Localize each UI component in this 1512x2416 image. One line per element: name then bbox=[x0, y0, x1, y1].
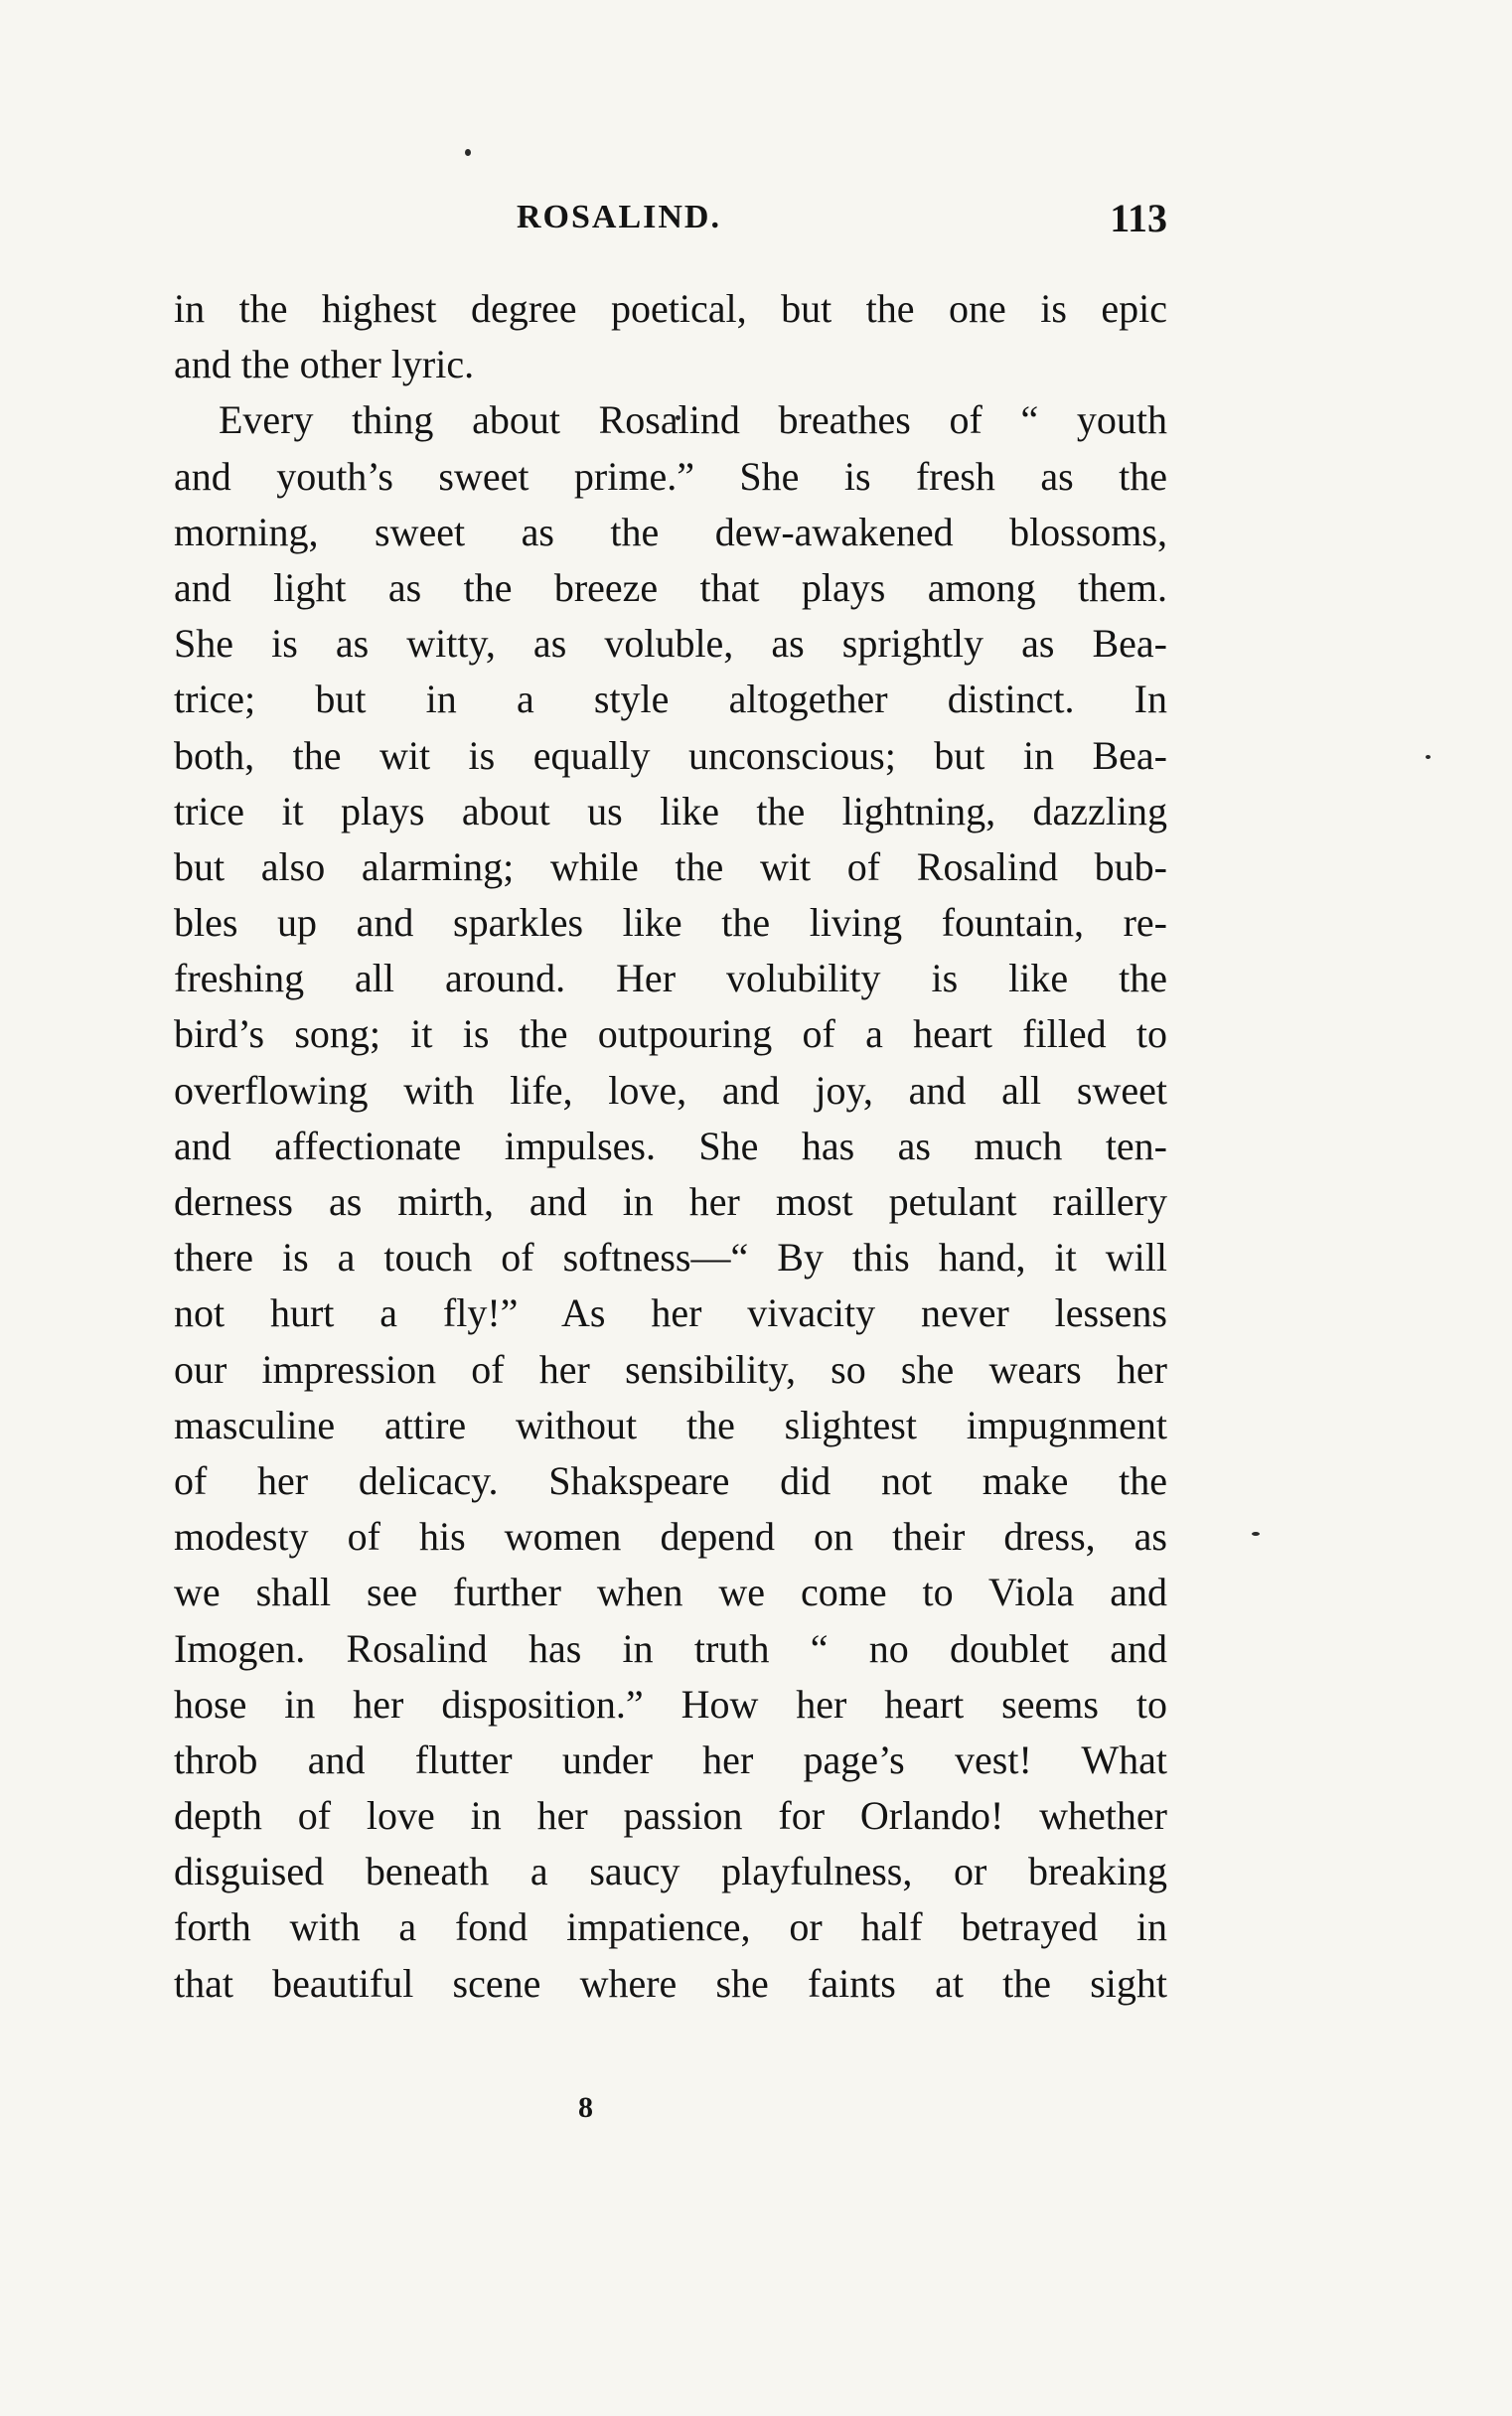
text-line: bird’s song; it is the outpouring of a heart filled to bbox=[174, 1011, 1167, 1057]
text-line: She is as witty, as voluble, as sprightly as Bea- bbox=[174, 621, 1167, 667]
ink-speck bbox=[1426, 755, 1431, 759]
text-line: not hurt a fly!” As her vivacity never lessens bbox=[174, 1290, 1167, 1336]
ink-speck bbox=[1252, 1532, 1260, 1536]
text-line: masculine attire without the slightest impugnment bbox=[174, 1402, 1167, 1447]
text-line: there is a touch of softness—“ By this hand, it will bbox=[174, 1235, 1167, 1281]
text-line: hose in her disposition.” How her heart seems to bbox=[174, 1681, 1167, 1727]
text-line: that beautiful scene where she faints at the sight bbox=[174, 1960, 1167, 2006]
text-line: trice it plays about us like the lightning, dazzling bbox=[174, 788, 1167, 833]
text-line: Every thing about Rosalind breathes of “ youth bbox=[219, 397, 1167, 443]
text-line: disguised beneath a saucy playfulness, or breaking bbox=[174, 1849, 1167, 1894]
text-line: Imogen. Rosalind has in truth “ no doublet and bbox=[174, 1625, 1167, 1671]
text-line: forth with a fond impatience, or half betrayed in bbox=[174, 1904, 1167, 1950]
text-line: and youth’s sweet prime.” She is fresh as the bbox=[174, 453, 1167, 499]
text-line: and affectionate impulses. She has as much ten- bbox=[174, 1123, 1167, 1168]
text-line: our impression of her sensibility, so she wears her bbox=[174, 1346, 1167, 1392]
text-line: and the other lyric. bbox=[174, 342, 475, 387]
text-line: of her delicacy. Shakspeare did not make the bbox=[174, 1457, 1167, 1503]
page-number: 113 bbox=[1110, 196, 1167, 240]
body-text bbox=[174, 281, 1167, 2012]
text-line: trice; but in a style altogether distinct. In bbox=[174, 677, 1167, 722]
ink-speck bbox=[465, 149, 471, 156]
signature-mark: 8 bbox=[578, 2091, 593, 2124]
text-line: we shall see further when we come to Viola and bbox=[174, 1570, 1167, 1615]
text-line: morning, sweet as the dew-awakened blossoms, bbox=[174, 509, 1167, 554]
text-line: but also alarming; while the wit of Rosalind bub- bbox=[174, 843, 1167, 889]
text-line: throb and flutter under her page’s vest! What bbox=[174, 1736, 1167, 1782]
text-line: modesty of his women depend on their dress, as bbox=[174, 1514, 1167, 1560]
text-line: depth of love in her passion for Orlando! whether bbox=[174, 1793, 1167, 1839]
running-title: ROSALIND. bbox=[517, 199, 721, 235]
page-header bbox=[174, 196, 1167, 248]
text-line: derness as mirth, and in her most petulant raillery bbox=[174, 1179, 1167, 1224]
text-line: and light as the breeze that plays among them. bbox=[174, 564, 1167, 610]
text-line: freshing all around. Her volubility is like the bbox=[174, 956, 1167, 1001]
text-line: bles up and sparkles like the living fountain, re- bbox=[174, 900, 1167, 946]
text-line: overflowing with life, love, and joy, and all sweet bbox=[174, 1067, 1167, 1113]
text-line: both, the wit is equally unconscious; but in Bea- bbox=[174, 732, 1167, 778]
text-line: in the highest degree poetical, but the one is epic bbox=[174, 286, 1167, 331]
